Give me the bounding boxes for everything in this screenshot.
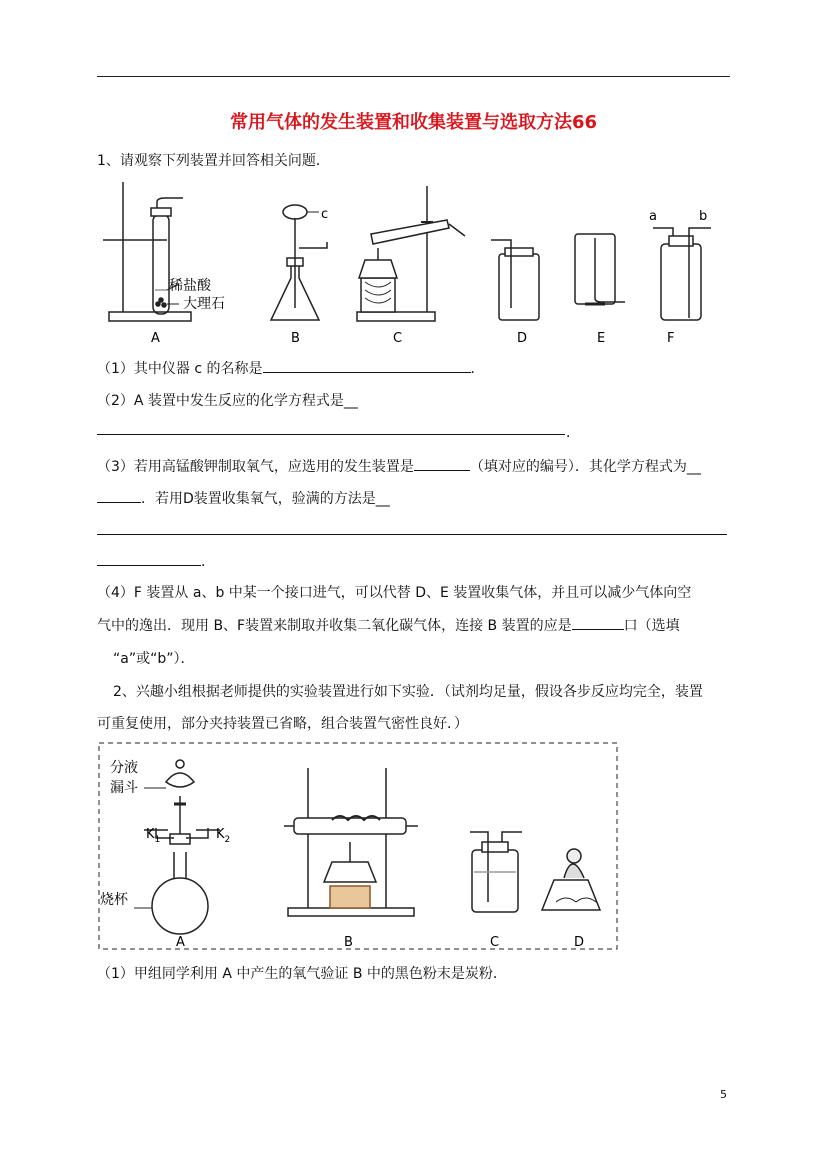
funnel-label-line1: 分液 — [110, 760, 138, 776]
beaker-label: 烧杯 — [100, 892, 128, 908]
q1-part3-line1: （3）若用高锰酸钾制取氧气，应选用的发生装置是 （填对应的编号）．其化学方程式为__ — [97, 456, 701, 476]
k2-label: $K_2$ — [216, 827, 231, 845]
q2-stem-line1: 2、兴趣小组根据老师提供的实验装置进行如下实验．（试剂均足量，假设各步反应均完全，装置 — [113, 684, 703, 700]
apparatus-label-B: B — [291, 331, 300, 346]
reagent-acid-label: 稀盐酸 — [169, 278, 211, 294]
apparatus-label-D: D — [517, 331, 528, 346]
apparatus-label-A: A — [151, 331, 160, 346]
page-number: 5 — [720, 1088, 727, 1101]
answer-blank-6[interactable] — [97, 551, 201, 566]
answer-blank-3[interactable] — [414, 456, 470, 471]
q1-part4-line2: 气中的逸出．现用 B、F装置来制取并收集二氧化碳气体，连接 B 装置的应是 口（选填 — [97, 615, 680, 635]
apparatus-label-C: C — [393, 331, 403, 346]
answer-blank-2[interactable] — [97, 434, 565, 435]
apparatus-label-F: F — [667, 331, 675, 346]
q1-part3-line4: ． — [97, 551, 215, 571]
q1-apparatus-figure — [95, 178, 735, 348]
q2-label-D: D — [574, 935, 585, 950]
reagent-marble-label: 大理石 — [183, 296, 225, 312]
q2-label-C: C — [490, 935, 500, 950]
q2-stem-line2: 可重复使用，部分夹持装置已省略，组合装置气密性良好．） — [97, 716, 468, 732]
q1-part3-line2: ．若用D装置收集氧气，验满的方法是__ — [97, 488, 390, 508]
q1-part4-line3: “a”或“b”）． — [113, 651, 195, 667]
apparatus-label-E: E — [597, 331, 606, 346]
q2-apparatus-figure — [98, 742, 620, 952]
q1-part2-end: ． — [566, 425, 580, 441]
header-rule — [97, 76, 730, 77]
answer-blank-5[interactable] — [97, 534, 727, 535]
answer-blank-4[interactable] — [97, 488, 141, 503]
k1-label: $K_1$ — [146, 827, 161, 845]
funnel-label-line2: 漏斗 — [110, 780, 138, 796]
label-b: b — [699, 209, 708, 224]
q1-stem: 1、请观察下列装置并回答相关问题． — [97, 153, 330, 169]
label-c: c — [321, 207, 329, 222]
q2-label-A: A — [176, 935, 185, 950]
q2-part1: （1）甲组同学利用 A 中产生的氧气验证 B 中的黑色粉末是炭粉． — [97, 966, 507, 982]
q1-part4-line1: （4）F 装置从 a、b 中某一个接口进气，可以代替 D、E 装置收集气体，并且可以减少气体向空 — [97, 585, 692, 601]
q2-label-B: B — [344, 935, 353, 950]
page-title: 常用气体的发生装置和收集装置与选取方法66 — [229, 112, 598, 133]
label-a: a — [649, 209, 657, 224]
q1-part1: （1）其中仪器 c 的名称是 ． — [97, 358, 485, 378]
answer-blank-7[interactable] — [572, 615, 624, 630]
q1-part2: （2）A 装置中发生反应的化学方程式是__ — [97, 393, 358, 409]
answer-blank-1[interactable] — [263, 358, 471, 373]
